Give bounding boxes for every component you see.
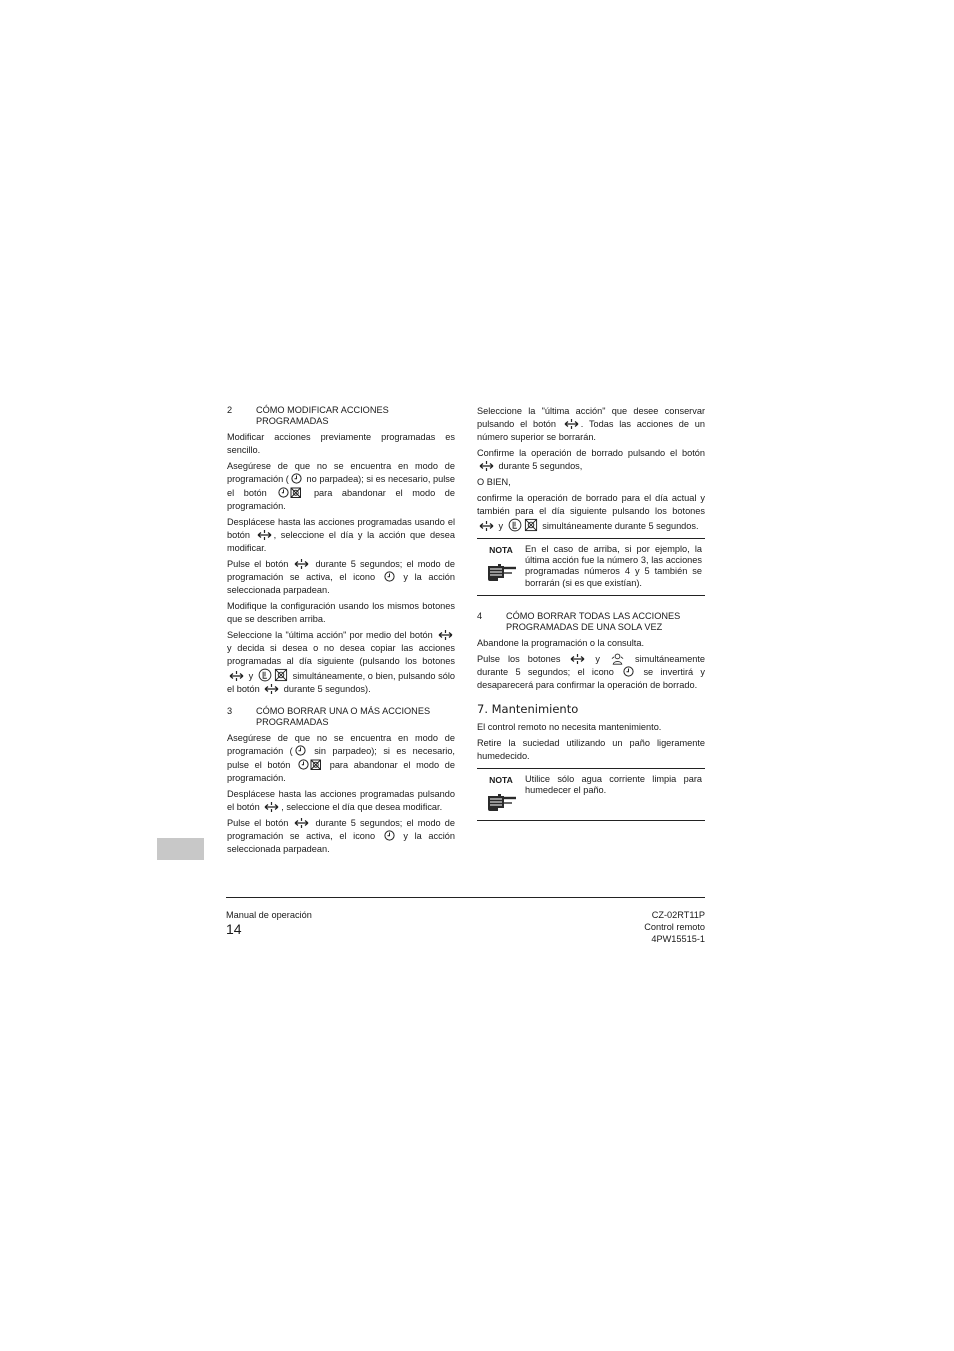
timer-cancel-combo-icon xyxy=(524,518,538,532)
section-title: CÓMO MODIFICAR ACCIONES PROGRAMADAS xyxy=(256,405,389,426)
right-column xyxy=(477,405,705,829)
note-label-area xyxy=(477,544,525,589)
paragraph: Desplácese hasta las acciones programadas usando el botón , seleccione el día y la acción que desea modificar. xyxy=(227,517,455,553)
clock-clear-icon xyxy=(258,668,272,682)
paragraph: Seleccione la "última acción" que desee conservar pulsando el botón . Todas las acciones de un número superior se borrarán. xyxy=(477,406,706,442)
paragraph: Pulse los botones y simultáneamente durante 5 segundos; el icono se invertirá y desaparecerá para confirmar la operación de borrado. xyxy=(477,654,705,690)
nav-arrows-icon xyxy=(257,529,272,541)
footer-code: 4PW15515-1 xyxy=(651,934,705,944)
paragraph: Asegúrese de que no se encuentra en modo de programación ( sin parpadeo); si es necesario, pulse el botón para abandonar el modo de programación. xyxy=(227,733,455,783)
clock-icon xyxy=(384,830,395,841)
paragraph: confirme la operación de borrado para el día actual y también para el día siguiente pulsando los botones y simultáneamente durante 5 segundos. xyxy=(477,493,705,532)
footer-product-info xyxy=(644,909,705,945)
paragraph: Pulse el botón durante 5 segundos; el modo de programación se activa, el icono y la acción seleccionada parpadean. xyxy=(227,818,455,854)
note-label: NOTA xyxy=(489,545,513,556)
page-number: 14 xyxy=(226,921,242,937)
nav-arrows-icon xyxy=(564,418,579,430)
nav-arrows-icon xyxy=(264,801,279,813)
section-4-heading xyxy=(477,611,705,633)
clock-icon xyxy=(291,473,302,484)
nav-arrows-icon xyxy=(229,670,244,682)
paragraph: Abandone la programación o la consulta. xyxy=(477,637,645,648)
nav-arrows-icon xyxy=(479,520,494,532)
section-number: 3 xyxy=(227,706,233,716)
paragraph: Modificar acciones previamente programadas es sencillo. xyxy=(227,432,455,455)
clock-icon xyxy=(295,745,306,756)
nav-arrows-icon xyxy=(294,817,309,829)
footer-rule xyxy=(226,897,705,898)
paragraph: O BIEN, xyxy=(477,477,511,488)
footer-manual-title: Manual de operación xyxy=(226,910,312,920)
footer-model: CZ-02RT11P xyxy=(651,910,705,920)
section-number: 4 xyxy=(477,610,483,621)
section-title: CÓMO BORRAR UNA O MÁS ACCIONES PROGRAMADAS xyxy=(256,706,431,727)
note-box xyxy=(477,768,705,821)
note-hand-icon xyxy=(484,560,518,584)
nav-arrows-icon xyxy=(294,558,309,570)
chapter-heading: 7. Mantenimiento xyxy=(477,701,579,716)
paragraph: Desplácese hasta las acciones programadas pulsando el botón , seleccione el día que desea modificar. xyxy=(227,788,455,812)
paragraph: Retire la suciedad utilizando un paño ligeramente humedecido. xyxy=(477,737,705,761)
section-number: 2 xyxy=(227,405,233,415)
nav-arrows-icon xyxy=(264,683,279,695)
paragraph: Asegúrese de que no se encuentra en modo de programación ( no parpadea); si es necesario, pulse el botón para abandonar el modo de programación. xyxy=(227,461,455,511)
timer-cancel-icon xyxy=(278,486,302,499)
note-box xyxy=(477,538,705,596)
timer-cancel-combo-icon xyxy=(274,668,288,682)
clock-icon xyxy=(623,666,634,677)
clock-icon xyxy=(384,571,395,582)
nav-arrows-icon xyxy=(570,653,585,665)
section-2-heading xyxy=(227,405,455,427)
paragraph: Modifique la configuración usando los mismos botones que se describen arriba. xyxy=(227,601,455,624)
note-label-area xyxy=(477,774,525,814)
nav-arrows-icon xyxy=(438,629,453,641)
nav-arrows-icon xyxy=(479,460,494,472)
person-icon xyxy=(610,653,625,665)
section-3-heading xyxy=(227,706,455,728)
section-title: CÓMO BORRAR TODAS LAS ACCIONES PROGRAMADAS DE UNA SOLA VEZ xyxy=(506,610,681,632)
note-text: Utilice sólo agua corriente limpia para humedecer el paño. xyxy=(525,773,702,795)
note-label: NOTA xyxy=(489,774,513,785)
paragraph: Confirme la operación de borrado pulsando el botón durante 5 segundos, xyxy=(477,448,705,471)
note-hand-icon xyxy=(484,790,518,814)
section-tab-marker xyxy=(157,838,204,860)
timer-cancel-icon xyxy=(298,758,322,771)
left-column xyxy=(227,405,455,859)
footer-product: Control remoto xyxy=(644,922,705,932)
paragraph: Seleccione la "última acción" por medio del botón y decida si desea o no desea copiar las acciones programadas al día siguiente (pulsando los botones y simultáneamente, o bien, pulsando sólo el botón durante 5 segundos). xyxy=(227,630,455,694)
paragraph: El control remoto no necesita mantenimiento. xyxy=(477,721,662,732)
clock-clear-icon xyxy=(508,518,522,532)
note-text: En el caso de arriba, si por ejemplo, la última acción fue la número 3, las acciones programadas números 4 y 5 también se borrarán (si es que existían). xyxy=(525,544,702,588)
paragraph: Pulse el botón durante 5 segundos; el modo de programación se activa, el icono y la acción seleccionada parpadean. xyxy=(227,559,455,595)
